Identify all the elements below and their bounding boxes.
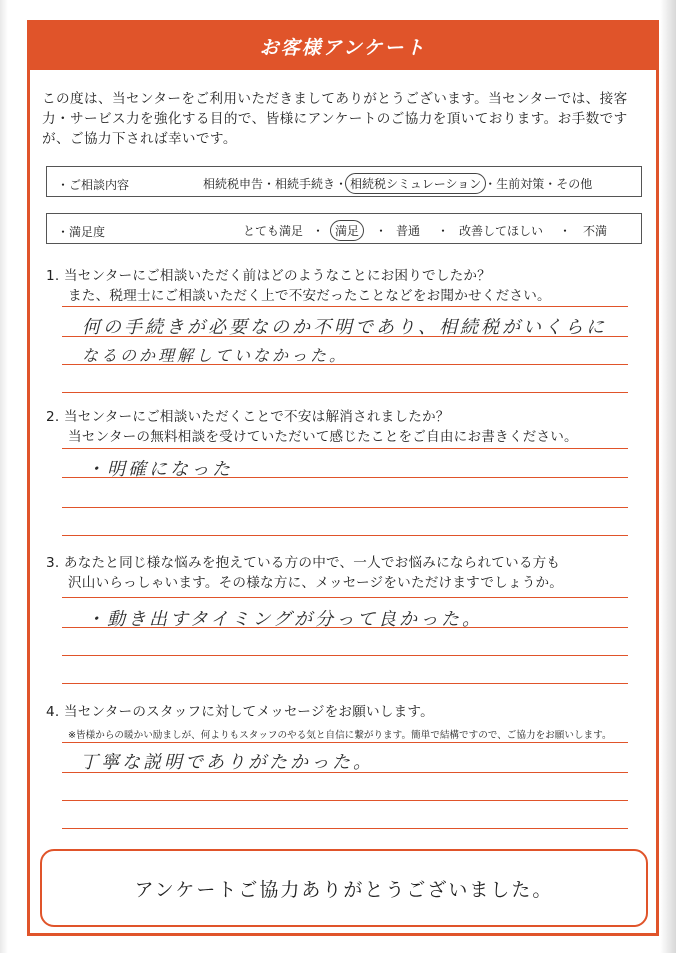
answer-line [62,800,628,801]
satisfaction-separator: ・ [437,224,450,238]
answer-line [62,742,628,743]
answer-line [62,683,628,684]
satisfaction-label: ・満足度 [57,225,106,239]
question-1 [46,266,646,306]
answer-line [62,306,628,307]
answer-line [62,448,628,449]
question-text: 当センターのスタッフに対してメッセージをお願いします。 [63,704,434,720]
handwritten-answer[interactable]: ・動き出すタイミングが分って良かった。 [86,609,484,630]
question-number: 2. [46,409,60,425]
answer-line [62,507,628,508]
handwritten-answer[interactable]: なるのか理解していなかった。 [82,346,349,365]
question-text: 当センターにご相談いただくことで不安は解消されましたか？ [63,409,450,425]
question-3 [46,553,646,593]
handwritten-answer[interactable]: ・明確になった [86,459,233,480]
consultation-option[interactable]: ・生前対策・その他 [484,177,593,191]
satisfaction-option[interactable]: とても満足 [243,224,304,238]
satisfaction-option[interactable]: 普通 [396,224,421,238]
satisfaction-separator: ・ [375,224,388,238]
question-text: 沢山いらっしゃいます。その様な方に、メッセージをいただけますでしょうか。 [68,575,564,591]
satisfaction-option-selected[interactable]: 満足 [330,220,364,241]
answer-line [62,392,628,393]
question-4 [46,702,646,722]
question-2 [46,407,646,447]
satisfaction-separator: ・ [559,224,572,238]
question-4-note: ※皆様からの暖かい励ましが、何よりもスタッフのやる気と自信に繋がります。簡単で結構ですので、ご協力をお願いします。 [68,730,612,741]
question-text: また、税理士にご相談いただく上で不安だったことなどをお聞かせください。 [68,288,551,304]
survey-title: お客様アンケート [259,37,427,59]
satisfaction-field [46,213,642,244]
answer-line [62,655,628,656]
question-text: 当センターの無料相談を受けていただいて感じたことをご自由にお書きください。 [68,429,578,445]
question-number: 3. [46,555,60,571]
title-bar [30,23,656,70]
thank-you-box [40,849,648,927]
satisfaction-separator: ・ [312,224,325,238]
intro-text: この度は、当センターをご利用いただきましてありがとうございます。当センターでは、接客力・サービス力を強化する目的で、皆様にアンケートのご協力を頂いております。お手数ですが、ご協力下されば幸いです。 [42,91,628,147]
consultation-field [46,166,642,197]
thank-you-message: アンケートご協力ありがとうございました。 [134,878,554,901]
answer-line [62,597,628,598]
survey-sheet [27,20,659,936]
consultation-option[interactable]: 相続税申告・相続手続き・ [203,177,348,191]
question-text: あなたと同じ様な悩みを抱えている方の中で、一人でお悩みになられている方も [63,555,561,571]
handwritten-answer[interactable]: 丁寧な説明でありがたかった。 [80,752,374,773]
consultation-option-selected[interactable]: 相続税シミュレーション [345,173,486,194]
question-text: 当センターにご相談いただく前はどのようなことにお困りでしたか？ [63,268,491,284]
consultation-options [203,175,592,194]
question-number: 4. [46,704,60,720]
handwritten-answer[interactable]: 何の手続きが必要なのか不明であり、相続税がいくらに [82,317,607,338]
satisfaction-option[interactable]: 不満 [583,224,608,238]
answer-line [62,535,628,536]
consultation-label: ・ご相談内容 [57,178,130,192]
question-number: 1. [46,268,60,284]
satisfaction-option[interactable]: 改善してほしい [459,224,544,238]
answer-line [62,828,628,829]
